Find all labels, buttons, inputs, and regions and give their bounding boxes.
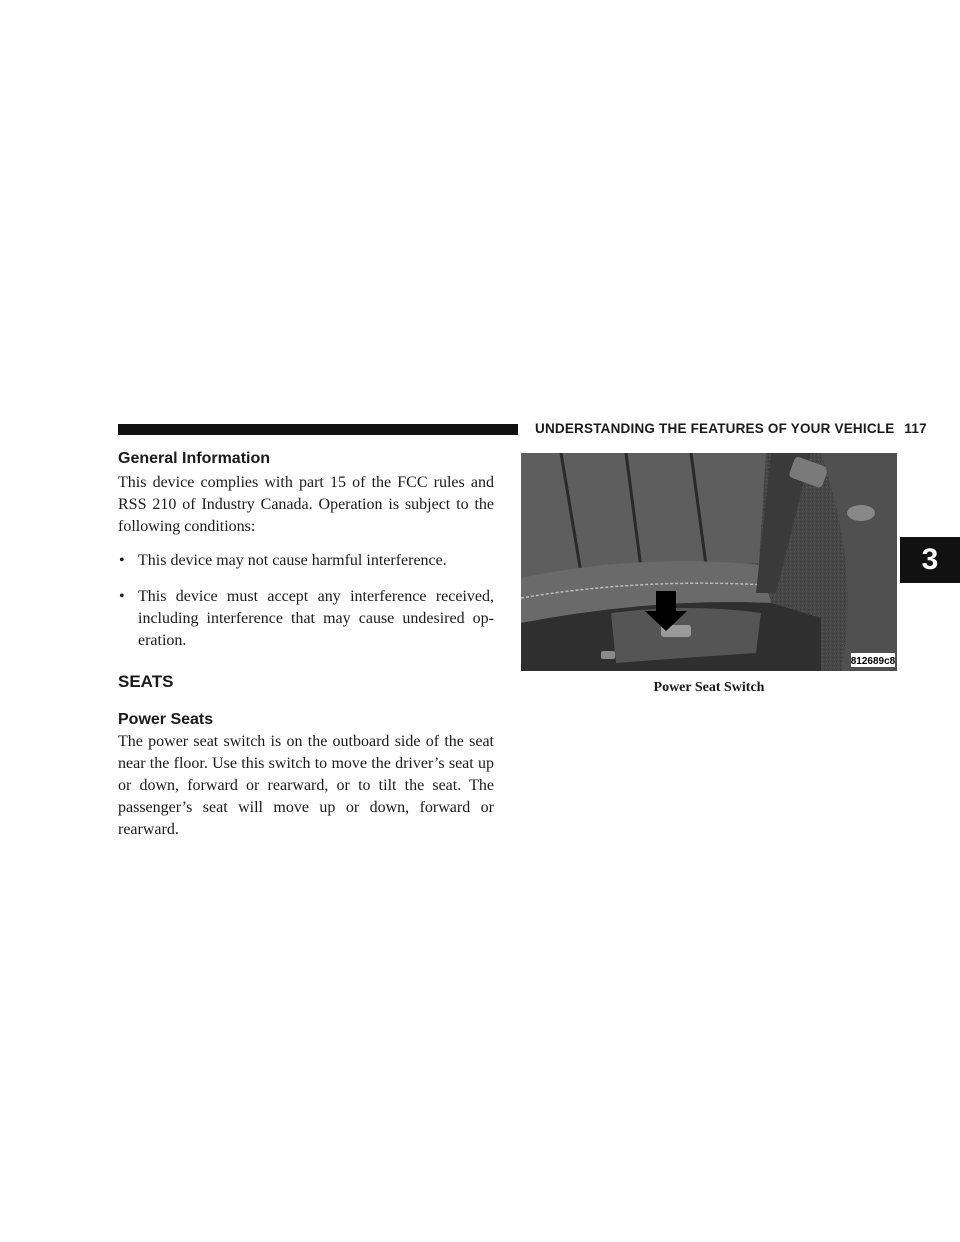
- chapter-tab: 3: [900, 537, 960, 583]
- text-column: [118, 450, 494, 841]
- bullet-text: This device may not cause harmful interference.: [138, 552, 447, 569]
- bullet-item: [118, 586, 494, 652]
- page-number: 117: [904, 421, 927, 436]
- fcc-intro-paragraph: This device complies with part 15 of the FCC rules and RSS 210 of Industry Canada. Operation is subject to the following conditions:: [118, 474, 494, 535]
- power-seat-switch-photo: [521, 453, 897, 671]
- power-seats-paragraph: The power seat switch is on the outboard side of the seat near the floor. Use this switch to move the driver’s seat up or down, forward or rearward, or to tilt the seat. The passenger’s seat will move up or down, forward or rearward.: [118, 733, 494, 838]
- bullet-icon: •: [119, 588, 125, 605]
- header-rule: [118, 424, 518, 435]
- bullet-text: This device must accept any interference received, including interference that may cause undesired op-eration.: [138, 588, 494, 649]
- seat-illustration: [521, 453, 897, 671]
- seats-heading: SEATS: [118, 672, 174, 691]
- power-seats-heading: Power Seats: [118, 711, 214, 728]
- header-section-title: UNDERSTANDING THE FEATURES OF YOUR VEHICLE: [535, 421, 895, 436]
- running-header: [535, 421, 927, 436]
- general-information-heading: General Information: [118, 450, 271, 467]
- bullet-icon: •: [119, 552, 125, 569]
- image-code-label: 812689c8: [850, 656, 896, 667]
- figure-caption: Power Seat Switch: [653, 680, 765, 695]
- bullet-item: [118, 550, 494, 572]
